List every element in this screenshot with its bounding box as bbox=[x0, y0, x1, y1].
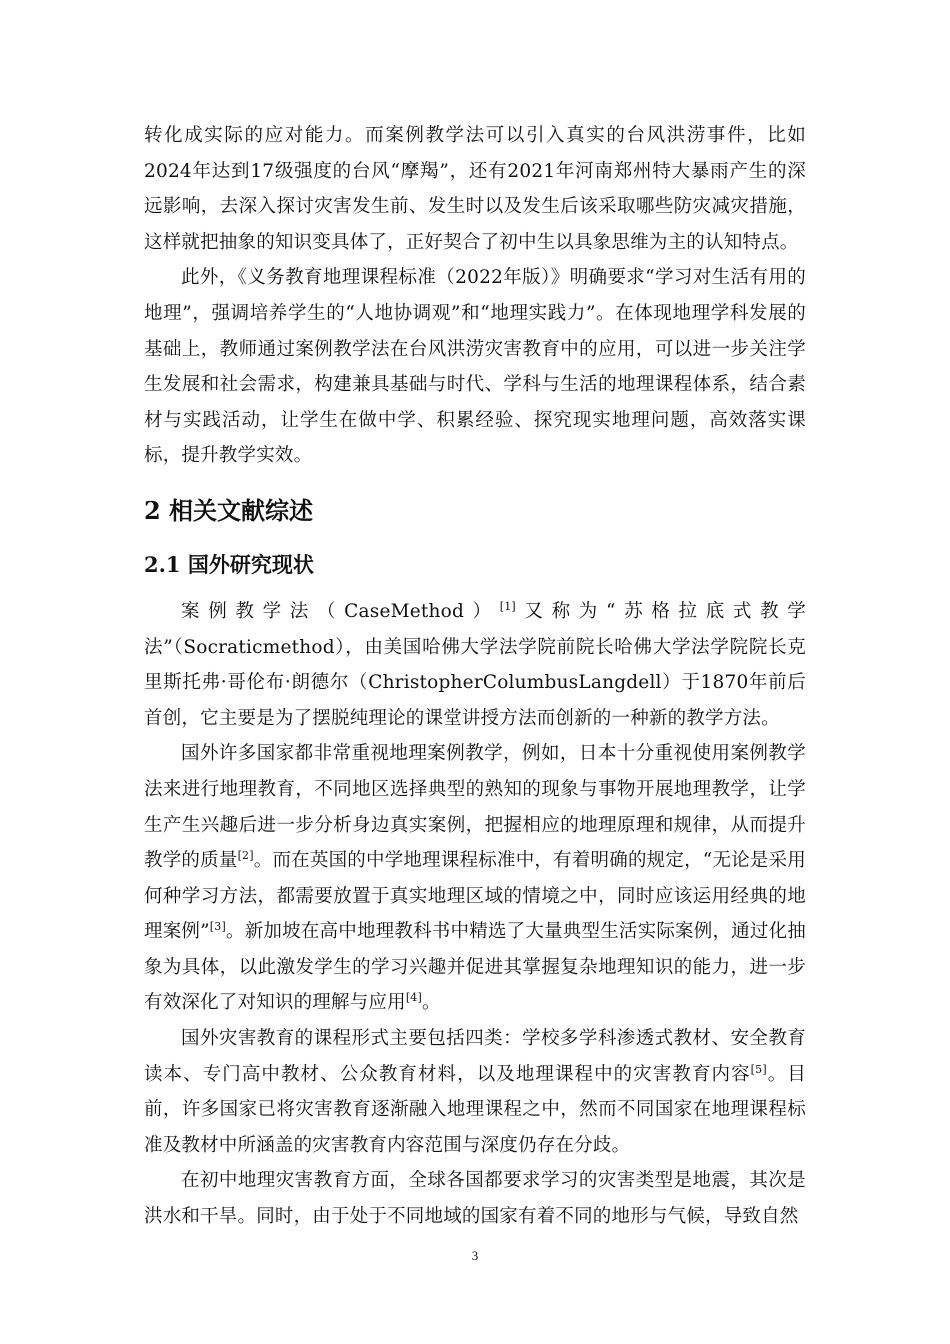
text-run: 国外许多国家都非常重视地理案例教学，例如，日本十分重视使用案例教学法来进行地理教育，不同地区选择典型的熟知的现象与事物开展地理教学，让学生产生兴趣后进一步分析身边真实案例，把握相应的地理原理和规律，从而提升教学的质量 bbox=[144, 743, 806, 872]
paragraph-continued: 转化成实际的应对能力。而案例教学法可以引入真实的台风洪涝事件，比如2024年达到17级强度的台风“摩羯”，还有2021年河南郑州特大暴雨产生的深远影响，去深入探讨灾害发生前、发生时以及发生后该采取哪些防灾减灾措施，这样就把抽象的知识变具体了，正好契合了初中生以具象思维为主的认知特点。 bbox=[144, 125, 806, 253]
text-run: 。 bbox=[422, 992, 441, 1014]
paragraph-junior-geography: 在初中地理灾害教育方面，全球各国都要求学习的灾害类型是地震，其次是洪水和干旱。同时，由于处于不同地域的国家有着不同的地形与气候，导致自然 bbox=[144, 1170, 806, 1228]
text-run: 国外灾害教育的课程形式主要包括四类：学校多学科渗透式教材、安全教育读本、专门高中教材、公众教育材料，以及地理课程中的灾害教育内容 bbox=[144, 1028, 806, 1085]
citation-ref: [2] bbox=[237, 848, 254, 862]
paragraph-foreign-cases bbox=[144, 736, 806, 1021]
paragraph-disaster-education bbox=[144, 1021, 806, 1163]
text-run: 。而在英国的中学地理课程标准中，有着明确的规定，“无论是采用何种学习方法，都需要放置于真实地理区域的情境之中，同时应该运用经典的地理案例” bbox=[144, 850, 806, 943]
section-heading: 2 相关文献综述 bbox=[144, 495, 314, 525]
citation-ref: [1] bbox=[499, 599, 516, 613]
text-run: 又称为“苏格拉底式教学法”（Socraticmethod），由美国哈佛大学法学院前院长哈佛大学法学院院长克里斯托弗·哥伦布·朗德尔（ChristopherColumbusLangdell）于1870年前后首创，它主要是为了摆脱纯理论的课堂讲授方法而创新的一种新的教学方法。 bbox=[144, 600, 806, 729]
paragraph-case-method bbox=[144, 594, 806, 736]
paragraph-curriculum-standard: 此外，《义务教育地理课程标准（2022年版）》明确要求“学习对生活有用的地理”，强调培养学生的“人地协调观”和“地理实践力”。在体现地理学科发展的基础上，教师通过案例教学法在台风洪涝灾害教育中的应用，可以进一步关注学生发展和社会需求，构建兼具基础与时代、学科与生活的地理课程体系，结合素材与实践活动，让学生在做中学、积累经验、探究现实地理问题，高效落实课标，提升教学实效。 bbox=[144, 267, 806, 467]
citation-ref: [5] bbox=[750, 1062, 767, 1076]
text-run: 。目前，许多国家已将灾害教育逐渐融入地理课程之中，然而不同国家在地理课程标准及教材中所涵盖的灾害教育内容范围与深度仍存在分歧。 bbox=[144, 1063, 806, 1156]
text-run: 。新加坡在高中地理教科书中精选了大量典型生活实际案例，通过化抽象为具体，以此激发学生的学习兴趣并促进其掌握复杂地理知识的能力，进一步有效深化了对知识的理解与应用 bbox=[144, 921, 807, 1014]
page-number: 3 bbox=[471, 1248, 479, 1263]
citation-ref: [3] bbox=[209, 920, 226, 934]
page-body bbox=[144, 118, 806, 1235]
subsection-heading: 2.1 国外研究现状 bbox=[144, 551, 314, 577]
text-run: 案例教学法（CaseMethod） bbox=[181, 600, 500, 622]
citation-ref: [4] bbox=[405, 991, 422, 1005]
